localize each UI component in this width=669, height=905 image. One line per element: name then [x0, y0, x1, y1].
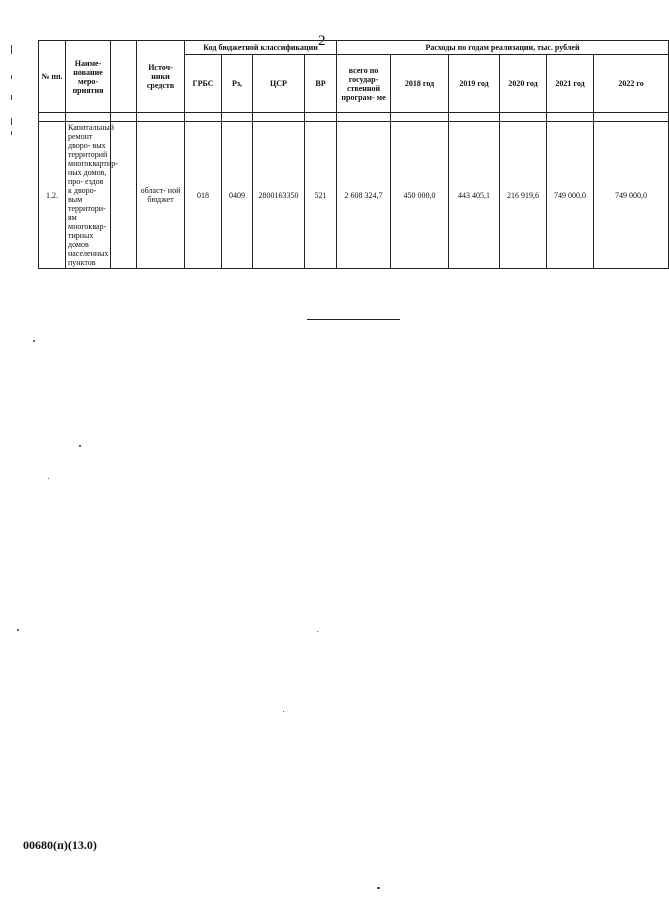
margin-mark: [11, 118, 12, 125]
table-gap-row: [39, 113, 669, 122]
header-vr: ВР: [305, 55, 337, 113]
header-source: Источ- ники средств: [137, 41, 185, 113]
scan-speck: [377, 887, 380, 889]
header-rz: Рз,: [222, 55, 253, 113]
scan-speck: [17, 629, 19, 631]
budget-table: [38, 40, 669, 269]
scan-speck: [48, 478, 49, 479]
page-number: 2: [318, 33, 326, 49]
header-2020: 2020 год: [500, 55, 547, 113]
header-expenses-group: Расходы по годам реализации, тыс. рублей: [337, 41, 669, 55]
header-2021: 2021 год: [547, 55, 594, 113]
cell-2019: 443 405,1: [449, 122, 500, 269]
header-name: Наиме- нование меро- приятия: [66, 41, 111, 113]
cell-2018: 450 000,0: [391, 122, 449, 269]
document-code: 00680(п)(13.0): [23, 838, 97, 852]
margin-mark: [11, 95, 12, 100]
closing-rule: [307, 319, 400, 320]
budget-table-wrapper: [38, 40, 648, 267]
header-2019: 2019 год: [449, 55, 500, 113]
cell-grbs: 018: [185, 122, 222, 269]
cell-2021: 749 000,0: [547, 122, 594, 269]
header-2022: 2022 го: [594, 55, 669, 113]
scan-speck: [317, 631, 318, 632]
scan-speck: [33, 340, 35, 342]
header-budget-code-group: Код бюджетной классификации: [185, 41, 337, 55]
header-num: № пп.: [39, 41, 66, 113]
cell-vr: 521: [305, 122, 337, 269]
cell-csr: 2800163350: [253, 122, 305, 269]
header-grbs: ГРБС: [185, 55, 222, 113]
cell-2022: 749 000,0: [594, 122, 669, 269]
cell-blank: [111, 122, 137, 269]
cell-num: 1.2.: [39, 122, 66, 269]
scan-speck: [283, 711, 284, 712]
cell-name: Капитальный ремонт дворо- вых территорий многоквартир- ных домов, про- ездов к дворо- вым территори- ям многоквар- тирных домов населенных пунктов: [66, 122, 111, 269]
cell-source: област- ной бюджет: [137, 122, 185, 269]
header-blank: [111, 41, 137, 113]
margin-mark: [11, 75, 12, 79]
table-header-row: [39, 41, 669, 55]
header-csr: ЦСР: [253, 55, 305, 113]
header-total: всего по государ- ственной програм- ме: [337, 55, 391, 113]
cell-rz: 0409: [222, 122, 253, 269]
scan-speck: [79, 445, 81, 447]
table-row: [39, 122, 669, 269]
margin-mark: [11, 131, 12, 135]
margin-mark: [11, 45, 12, 54]
cell-2020: 216 919,6: [500, 122, 547, 269]
cell-total: 2 608 324,7: [337, 122, 391, 269]
header-2018: 2018 год: [391, 55, 449, 113]
